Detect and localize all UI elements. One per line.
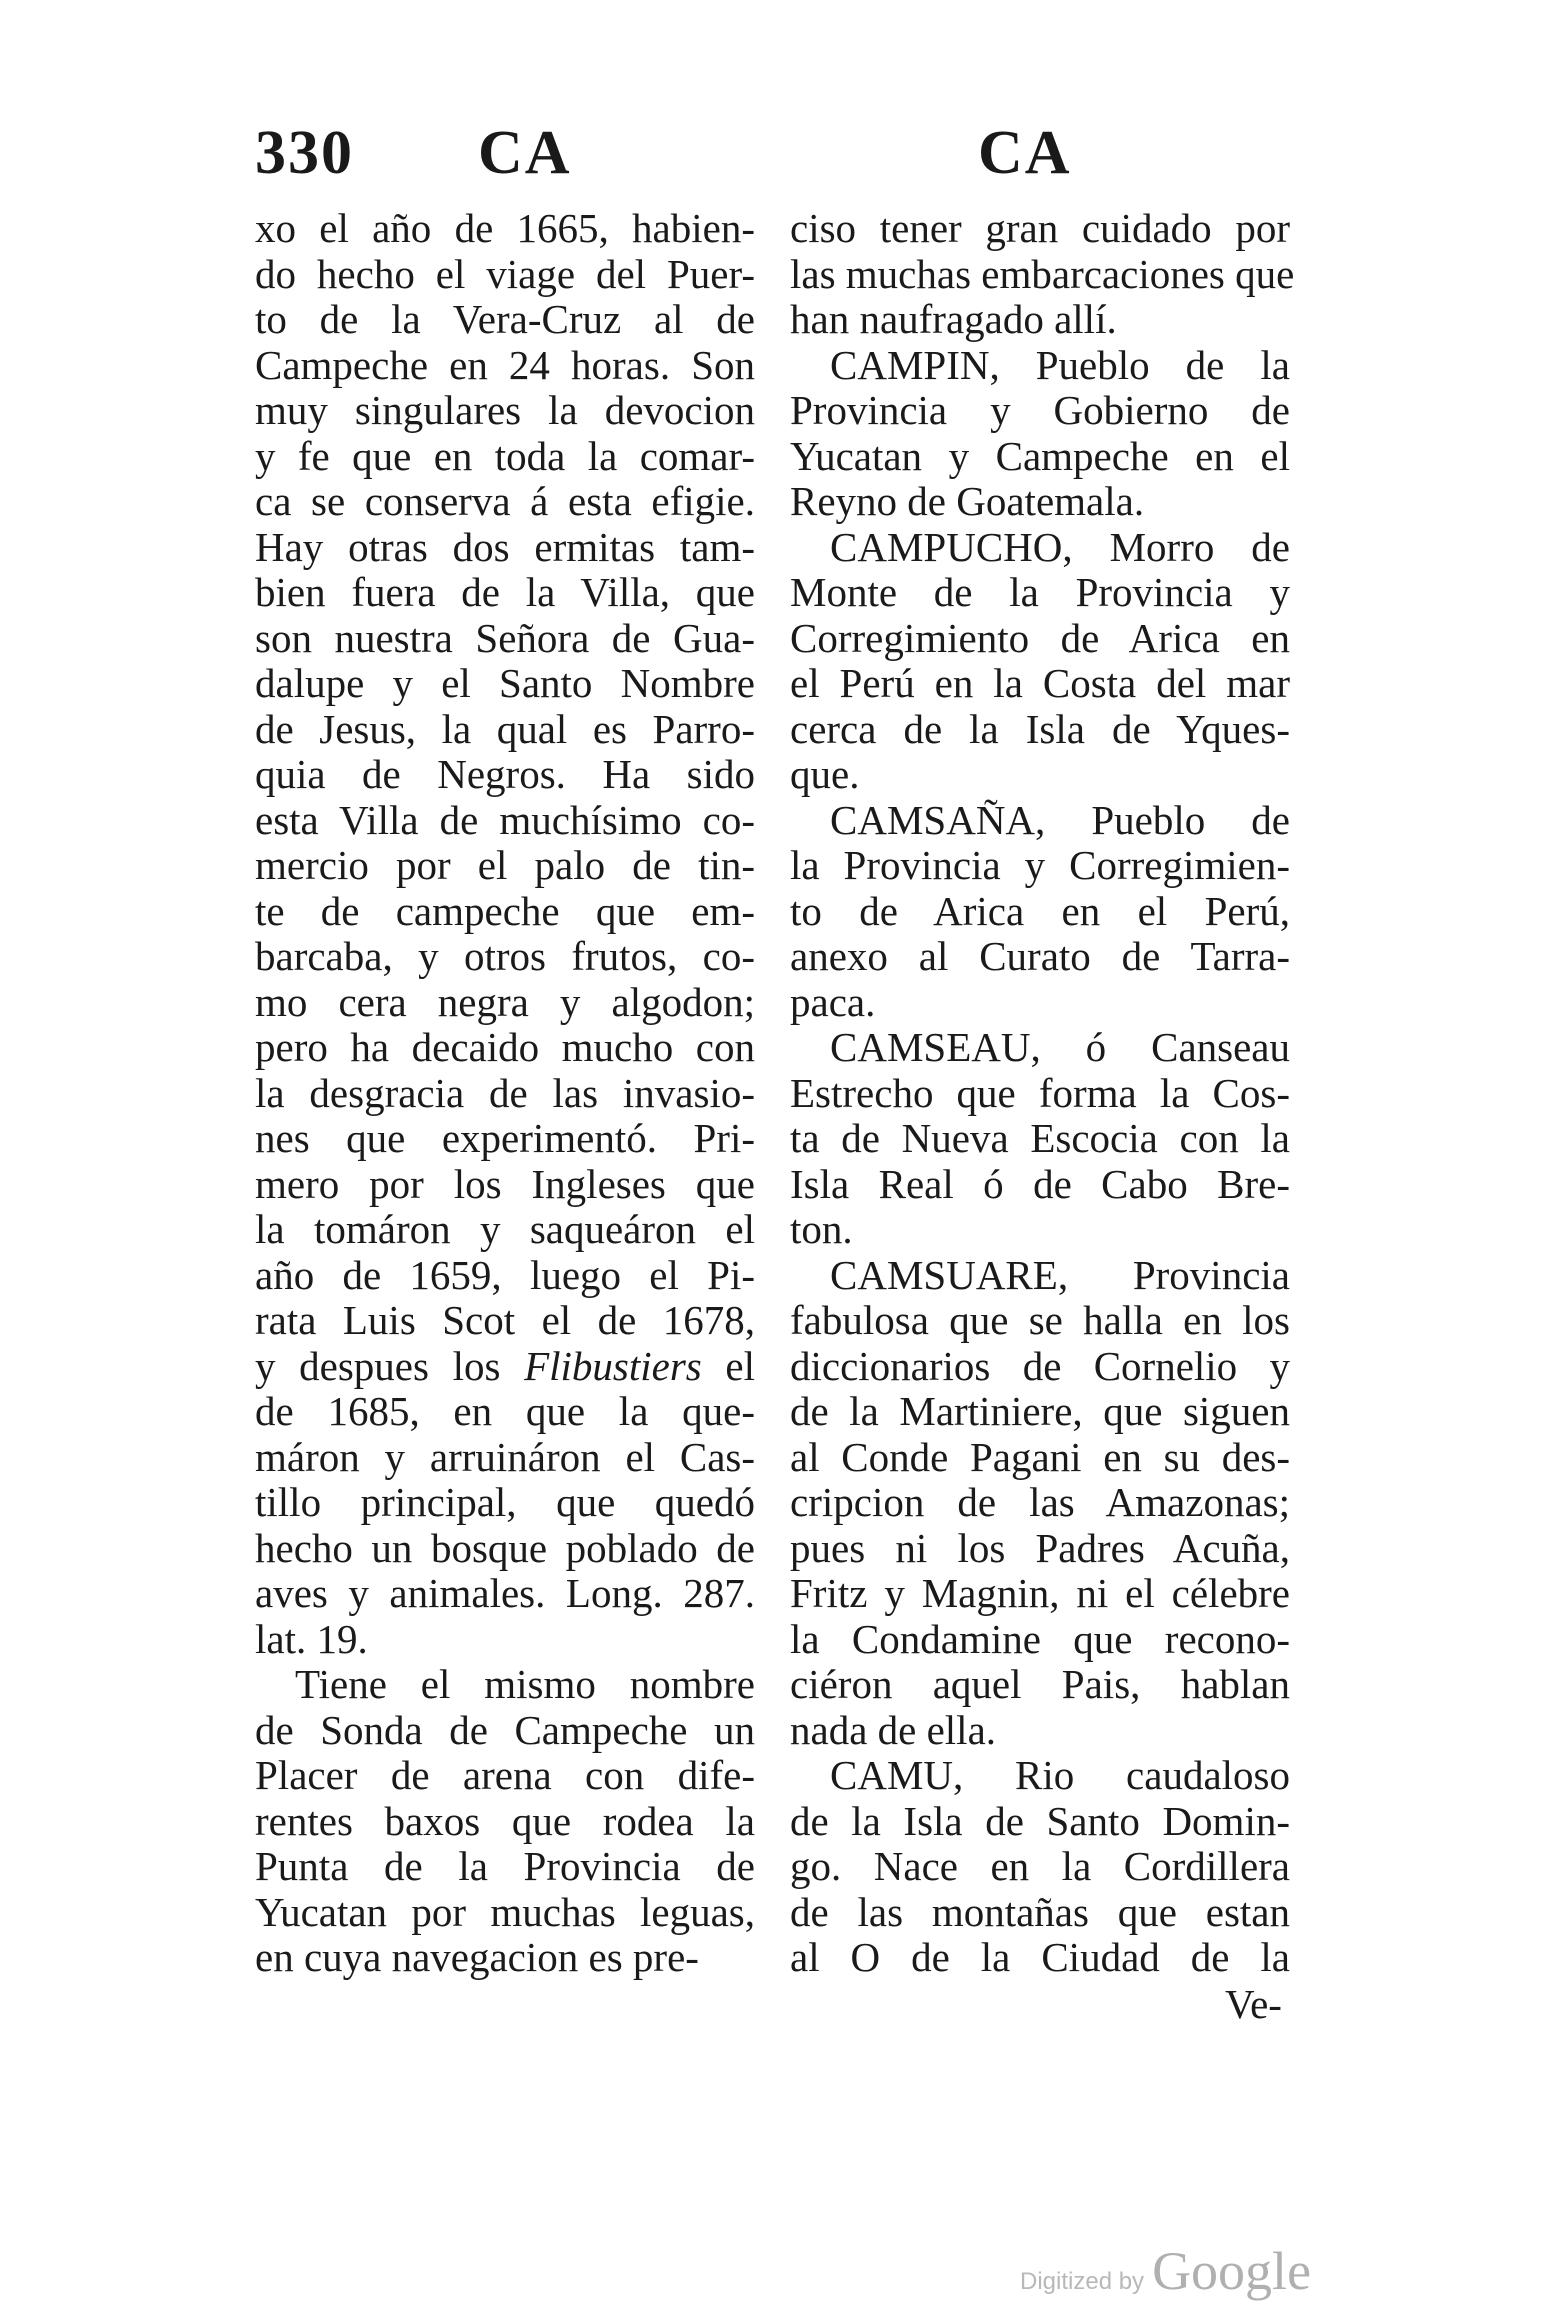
text-line: en cuya navegacion es pre- (255, 1934, 699, 1980)
text-line: nada de ella. (790, 1706, 997, 1753)
text-line: al Conde Pagani en su des- (790, 1433, 1290, 1480)
running-head-right: CA (978, 119, 1072, 187)
text-line: Punta de la Provincia de (255, 1843, 755, 1889)
text-line: xo el año de 1665, habien- (255, 205, 755, 251)
text-line: nes que experimentó. Pri- (255, 1115, 755, 1161)
text-line: pues ni los Padres Acuña, (790, 1524, 1290, 1571)
text-line: hecho un bosque poblado de (255, 1524, 755, 1571)
text-line: rata Luis Scot el de 1678, (255, 1297, 755, 1343)
text-line: de las montañas que estan (790, 1888, 1290, 1935)
text-line: de 1685, en que la que- (255, 1388, 755, 1434)
text-line: ca se conserva á esta efigie. (255, 478, 755, 524)
text-line: ton. (790, 1206, 853, 1252)
text-line: mero por los Ingleses que (255, 1160, 755, 1207)
text-line: esta Villa de muchísimo co- (255, 796, 755, 843)
text-line: son nuestra Señora de Gua- (255, 614, 755, 661)
text-line: CAMSEAU, ó Canseau (830, 1024, 1290, 1070)
text-line: to de Arica en el Perú, (790, 887, 1290, 934)
right-text-column (790, 205, 1295, 1981)
text-line: fabulosa que se halla en los (790, 1297, 1290, 1343)
text-line: Campeche en 24 horas. Son (255, 341, 755, 388)
text-line: ciéron aquel Pais, hablan (790, 1661, 1290, 1707)
text-line: rentes baxos que rodea la (255, 1797, 755, 1844)
text-line: Tiene el mismo nombre (295, 1661, 755, 1707)
text-line: bien fuera de la Villa, que (255, 569, 755, 615)
text-line: mercio por el palo de tin- (255, 842, 755, 888)
left-text-column (255, 206, 755, 1981)
text-line: cripcion de las Amazonas; (790, 1479, 1290, 1525)
text-line: tillo principal, que quedó (255, 1479, 755, 1525)
text-line: quia de Negros. Ha sido (255, 751, 755, 797)
text-line: paca. (790, 978, 876, 1025)
text-line: y despues los Flibustiers el (255, 1342, 755, 1389)
text-line: que. (790, 751, 860, 797)
digitization-watermark (1020, 2240, 1311, 2302)
text-line: la desgracia de las invasio- (255, 1069, 755, 1116)
text-line: cerca de la Isla de Yques- (790, 705, 1290, 752)
running-head-left: CA (478, 119, 572, 187)
text-line: mo cera negra y algodon; (255, 978, 755, 1025)
text-line: Placer de arena con dife- (255, 1752, 755, 1798)
digitized-by-label: Digitized by (1020, 2268, 1145, 2295)
text-line: y fe que en toda la comar- (255, 432, 755, 479)
text-line: ta de Nueva Escocia con la (790, 1115, 1290, 1161)
text-line: barcaba, y otros frutos, co- (255, 933, 755, 979)
google-logo: Google (1152, 2241, 1312, 2301)
catchword: Ve- (1225, 1981, 1282, 2027)
text-line: han naufragado allí. (790, 296, 1117, 342)
text-line: CAMSUARE, Provincia (830, 1251, 1290, 1298)
text-line: aves y animales. Long. 287. (255, 1570, 755, 1616)
page-number: 330 (255, 119, 354, 187)
text-line: año de 1659, luego el Pi- (255, 1251, 755, 1298)
text-line: diccionarios de Cornelio y (790, 1342, 1290, 1389)
text-line: máron y arruináron el Cas- (255, 1433, 755, 1480)
text-line: la tomáron y saqueáron el (255, 1206, 755, 1252)
text-line: te de campeche que em- (255, 887, 755, 934)
text-line: lat. 19. (255, 1615, 368, 1662)
text-line: Reyno de Goatemala. (790, 478, 1145, 524)
text-line: Isla Real ó de Cabo Bre- (790, 1160, 1290, 1207)
text-line: pero ha decaido mucho con (255, 1024, 755, 1070)
text-line: el Perú en la Costa del mar (790, 660, 1290, 706)
text-line: Yucatan por muchas leguas, (255, 1888, 755, 1935)
text-line: CAMSAÑA, Pueblo de (830, 796, 1290, 843)
text-line: CAMPIN, Pueblo de la (830, 341, 1290, 388)
text-line: to de la Vera-Cruz al de (255, 296, 755, 342)
text-line: de la Martiniere, que siguen (790, 1388, 1290, 1434)
text-line: las muchas embarcaciones que (790, 250, 1295, 297)
text-line: Hay otras dos ermitas tam- (255, 523, 755, 570)
text-line: de Sonda de Campeche un (255, 1706, 755, 1753)
text-line: Corregimiento de Arica en (790, 614, 1290, 661)
text-line: Provincia y Gobierno de (790, 387, 1290, 433)
text-line: la Provincia y Corregimien- (790, 842, 1290, 888)
text-line: Monte de la Provincia y (790, 569, 1290, 615)
text-line: do hecho el viage del Puer- (255, 250, 755, 297)
text-line: go. Nace en la Cordillera (790, 1843, 1290, 1889)
text-line: dalupe y el Santo Nombre (255, 660, 755, 706)
text-line: anexo al Curato de Tarra- (790, 933, 1290, 979)
text-line: Yucatan y Campeche en el (790, 432, 1290, 479)
text-line: de Jesus, la qual es Parro- (255, 705, 755, 752)
text-line: CAMPUCHO, Morro de (830, 523, 1290, 570)
text-line: muy singulares la devocion (255, 387, 755, 433)
text-line: ciso tener gran cuidado por (790, 205, 1290, 251)
text-line: al O de la Ciudad de la (790, 1934, 1290, 1980)
text-line: CAMU, Rio caudaloso (830, 1752, 1290, 1798)
text-line: Estrecho que forma la Cos- (790, 1069, 1290, 1116)
text-line: Fritz y Magnin, ni el célebre (790, 1570, 1290, 1616)
text-line: de la Isla de Santo Domin- (790, 1797, 1290, 1844)
text-line: la Condamine que recono- (790, 1615, 1290, 1662)
